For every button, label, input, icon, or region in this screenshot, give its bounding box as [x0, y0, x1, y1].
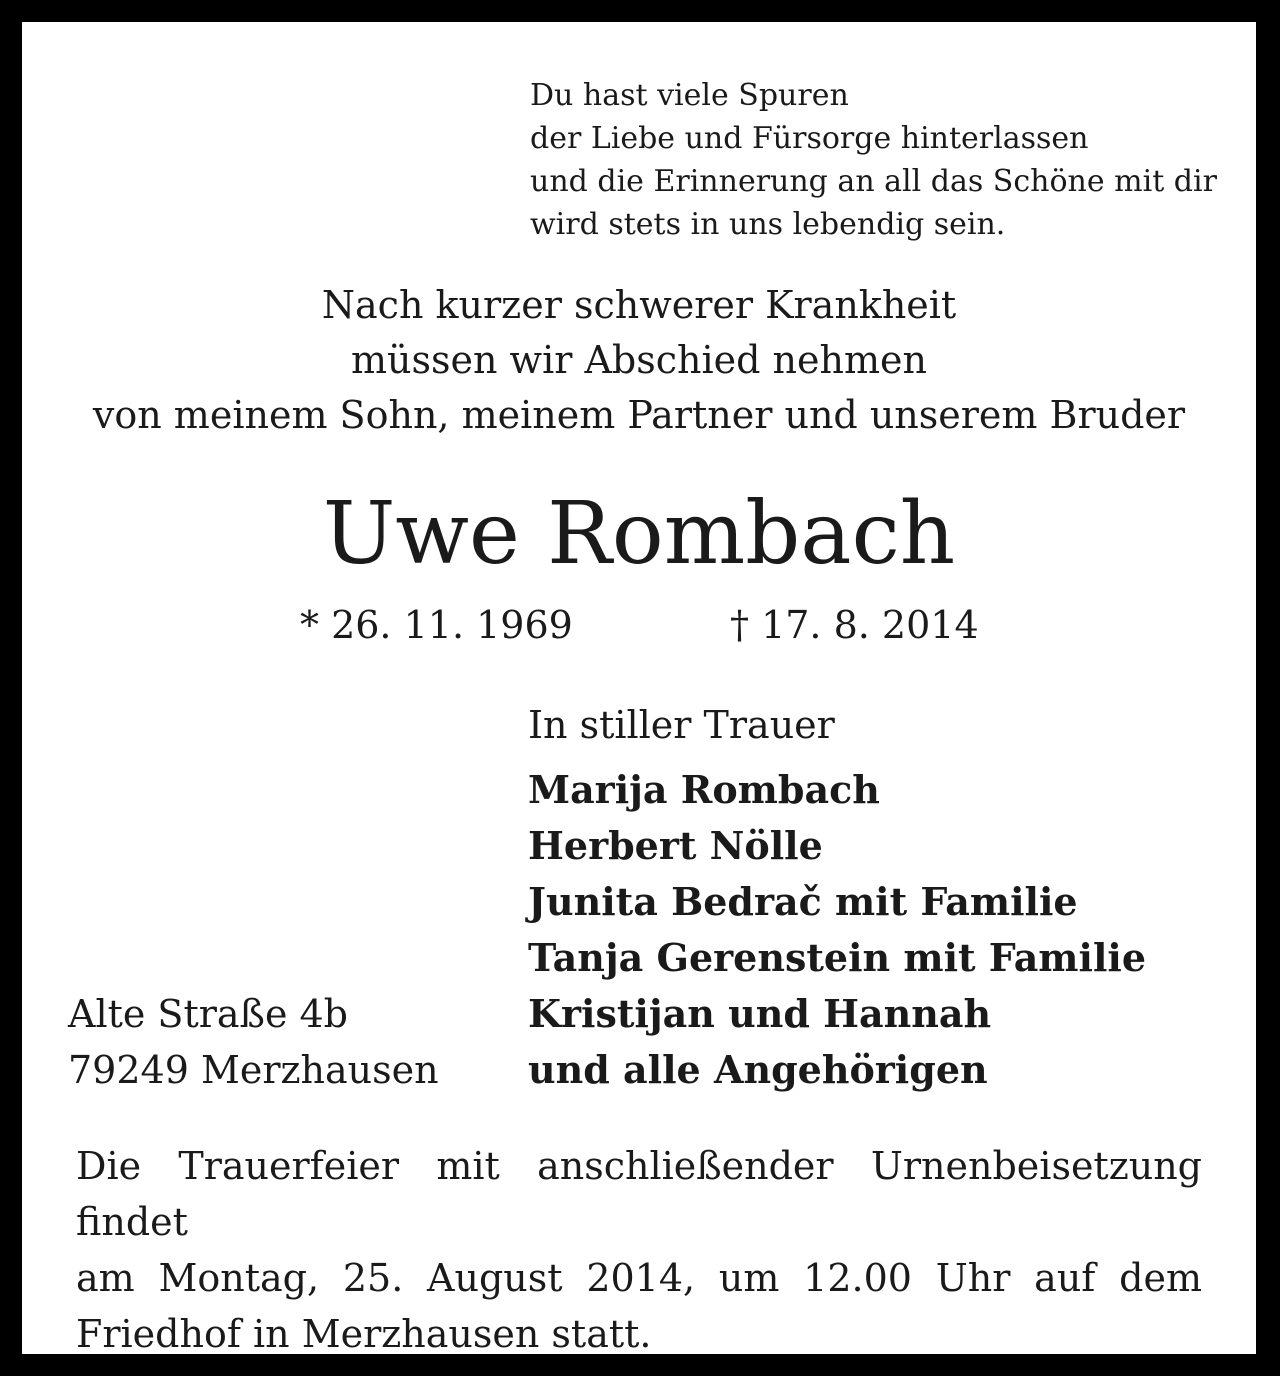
- mourner-name: und alle Angehörigen: [528, 1047, 988, 1092]
- ceremony-line: Friedhof in Merzhausen statt.: [76, 1312, 652, 1356]
- mourning-intro: In stiller Trauer: [528, 703, 835, 747]
- poem-line: Du hast viele Spuren: [530, 78, 849, 113]
- deceased-name: Uwe Rombach: [322, 484, 956, 584]
- mourner-list: [528, 762, 1146, 1098]
- mourner-name: Kristijan und Hannah: [528, 991, 992, 1036]
- obituary-notice: [22, 22, 1256, 1354]
- ceremony-details: [76, 1138, 1202, 1362]
- mourner-name: Junita Bedrač mit Familie: [528, 879, 1078, 924]
- mourner-name: Tanja Gerenstein mit Familie: [528, 935, 1147, 980]
- intro-line: von meinem Sohn, meinem Partner und unserem Bruder: [92, 393, 1186, 437]
- birth-date: * 26. 11. 1969: [300, 603, 573, 647]
- intro-line: Nach kurzer schwerer Krankheit: [321, 283, 957, 327]
- poem-line: und die Erinnerung an all das Schöne mit dir: [530, 164, 1217, 199]
- memorial-poem: [530, 74, 1230, 246]
- poem-line: wird stets in uns lebendig sein.: [530, 207, 1006, 242]
- mourner-name: Marija Rombach: [528, 767, 880, 812]
- mourner-name: Herbert Nölle: [528, 823, 823, 868]
- ceremony-line: am Montag, 25. August 2014, um 12.00 Uhr auf dem: [76, 1256, 1202, 1300]
- family-address: [68, 986, 439, 1098]
- address-street: Alte Straße 4b: [68, 992, 349, 1036]
- address-city: 79249 Merzhausen: [68, 1048, 439, 1092]
- ceremony-line: Die Trauerfeier mit anschließender Urnenbeisetzung findet: [76, 1144, 1202, 1244]
- intro-line: müssen wir Abschied nehmen: [351, 338, 927, 382]
- announcement-intro: [22, 278, 1256, 443]
- death-date: † 17. 8. 2014: [730, 603, 979, 647]
- poem-line: der Liebe und Fürsorge hinterlassen: [530, 121, 1089, 156]
